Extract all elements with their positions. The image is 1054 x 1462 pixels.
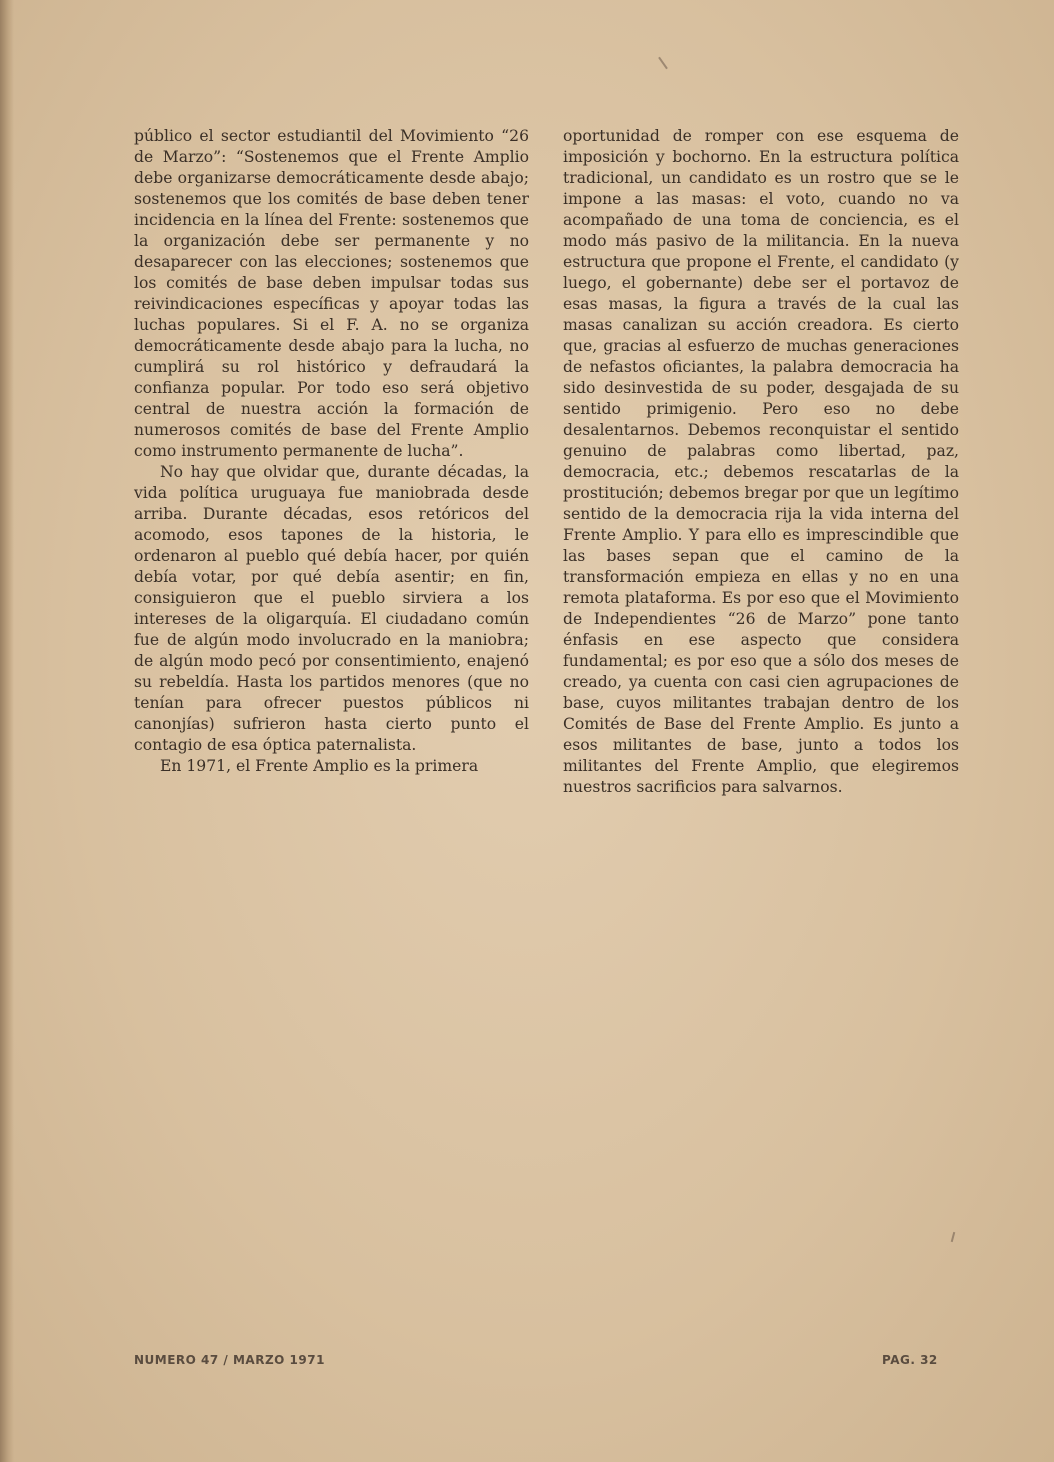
scan-speck — [951, 1232, 956, 1242]
scan-speck — [658, 57, 668, 70]
article-column-left — [134, 126, 529, 777]
page-number: PAG. 32 — [882, 1353, 938, 1367]
issue-footer: NUMERO 47 / MARZO 1971 — [134, 1353, 325, 1367]
paragraph: En 1971, el Frente Amplio es la primera — [160, 757, 479, 775]
article-column-right — [563, 126, 959, 798]
paragraph: No hay que olvidar que, durante décadas, la vida política uruguaya fue maniobrada desde arriba. Durante décadas, esos retóricos del acomodo, esos tapones de la historia, le ordenaron al pueblo qué debía hacer, por quién debía votar, por qué debía asentir; en fin, consiguieron que el pueblo sirviera a los intereses de la oligarquía. El ciudadano común fue de algún modo involucrado en la maniobra; de algún modo pecó por consentimiento, enajenó su rebeldía. Hasta los partidos menores (que no tenían para ofrecer puestos públicos ni canonjías) sufrieron hasta cierto punto el contagio de esa óptica paternalista. — [134, 463, 529, 754]
paragraph: público el sector estudiantil del Movimiento “26 de Marzo”: “Sostenemos que el Frente Amplio debe organizarse democráticamente desde abajo; sostenemos que los comités de base deben tener incidencia en la línea del Frente: sostenemos que la organización debe ser permanente y no desaparecer con las elecciones; sostenemos que los comités de base deben impulsar todas sus reivindicaciones específicas y apoyar todas las luchas populares. Si el F. A. no se organiza democráticamente desde abajo para la lucha, no cumplirá su rol histórico y defraudará la confianza popular. Por todo eso será objetivo central de nuestra acción la formación de numerosos comités de base del Frente Amplio como instrumento permanente de lucha”. — [134, 127, 529, 460]
paragraph: oportunidad de romper con ese esquema de imposición y bochorno. En la estructura política tradicional, un candidato es un rostro que se le impone a las masas: el voto, cuando no va acompañado de una toma de conciencia, es el modo más pasivo de la militancia. En la nueva estructura que propone el Frente, el candidato (y luego, el gobernante) debe ser el portavoz de esas masas, la figura a través de la cual las masas canalizan su acción creadora. Es cierto que, gracias al esfuerzo de muchas generaciones de nefastos oficiantes, la palabra democracia ha sido desinvestida de su poder, desgajada de su sentido primigenio. Pero eso no debe desalentarnos. Debemos reconquistar el sentido genuino de palabras como libertad, paz, democracia, etc.; debemos rescatarlas de la prostitución; debemos bregar por que un legítimo sentido de la democracia rija la vida interna del Frente Amplio. Y para ello es imprescindible que las bases sepan que el camino de la transformación empieza en ellas y no en una remota plataforma. Es por eso que el Movimiento de Independientes “26 de Marzo” pone tanto énfasis en ese aspecto que considera fundamental; es por eso que a sólo dos meses de creado, ya cuenta con casi cien agrupaciones de base, cuyos militantes trabajan dentro de los Comités de Base del Frente Amplio. Es junto a esos militantes de base, junto a todos los militantes del Frente Amplio, que elegiremos nuestros sacrificios para salvarnos. — [563, 127, 959, 796]
page-edge-shadow — [0, 0, 14, 1462]
